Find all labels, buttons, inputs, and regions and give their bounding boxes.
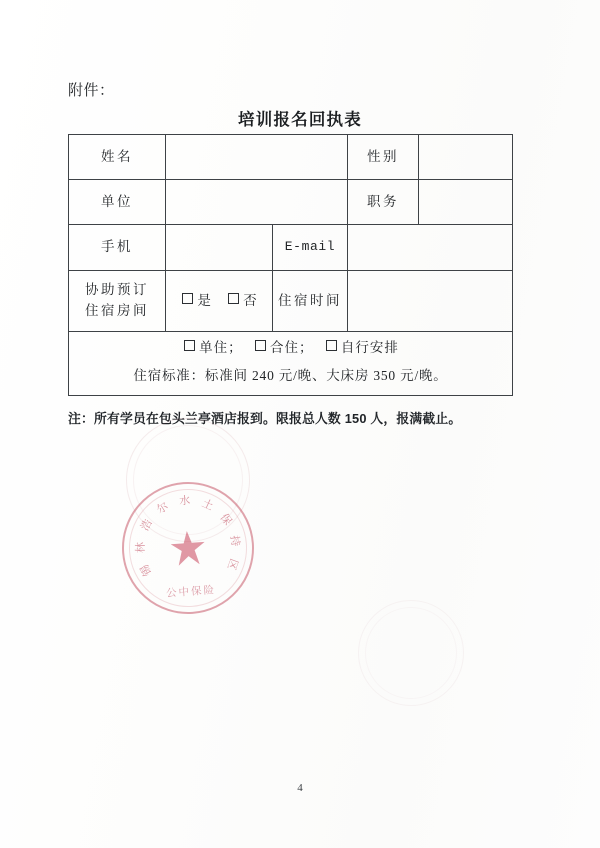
- table-row-organization: [69, 180, 513, 225]
- field-value-email[interactable]: [348, 225, 513, 271]
- checkbox-yes-label: 是: [197, 292, 212, 308]
- field-label-mobile: 手机: [69, 225, 166, 271]
- checkbox-self-arrange-label: 自行安排: [340, 340, 399, 355]
- field-label-lodging-date: 住宿时间: [273, 271, 348, 332]
- seal-arc-char: 林: [134, 542, 148, 554]
- field-value-mobile[interactable]: [166, 225, 273, 271]
- official-red-seal: [118, 478, 259, 619]
- room-type-choices: [79, 338, 502, 359]
- table-row-lodging: [69, 271, 513, 332]
- field-label-name: 姓名: [69, 135, 166, 180]
- field-label-position: 职务: [348, 180, 419, 225]
- checkbox-no-icon[interactable]: [228, 293, 239, 304]
- footnote-text: 注：所有学员在包头兰亭酒店报到。限报总人数 150 人，报满截止。: [68, 411, 462, 426]
- field-label-gender: 性别: [348, 135, 419, 180]
- seal-bottom-text: 公中保险: [165, 584, 217, 600]
- checkbox-single-room-icon[interactable]: [184, 340, 195, 351]
- registration-form-table: [68, 134, 513, 396]
- room-standard-block: [69, 332, 512, 395]
- table-row-room-standard: [69, 332, 513, 396]
- seal-arc-char: 浩: [138, 517, 155, 533]
- field-value-organization[interactable]: [166, 180, 348, 225]
- field-label-email: E-mail: [273, 225, 348, 271]
- assist-booking-choices: [166, 271, 273, 332]
- checkbox-yes-icon[interactable]: [182, 293, 193, 304]
- attachment-label: 附件：: [68, 83, 115, 99]
- page-number: 4: [297, 782, 303, 794]
- field-value-position[interactable]: [419, 180, 513, 225]
- seal-arc-char: 土: [199, 497, 215, 513]
- checkbox-no-label: 否: [243, 292, 258, 308]
- seal-arc-char: 持: [227, 534, 242, 548]
- table-row-name: [69, 135, 513, 180]
- seal-arc-char: 尔: [154, 500, 171, 517]
- seal-arc-char: 水: [178, 494, 191, 508]
- page-title: 培训报名回执表: [238, 111, 362, 129]
- room-standard-cell: [69, 332, 513, 396]
- field-label-assist-booking: [69, 271, 166, 332]
- field-value-lodging-date[interactable]: [348, 271, 513, 332]
- field-label-organization: 单位: [69, 180, 166, 225]
- lodging-standard-text: 住宿标准：标准间 240 元/晚、大床房 350 元/晚。: [133, 367, 448, 383]
- seal-arc-char: 保: [217, 511, 234, 528]
- assist-booking-line2: 住宿房间: [85, 303, 149, 318]
- field-value-name[interactable]: [166, 135, 348, 180]
- field-value-gender[interactable]: [419, 135, 513, 180]
- checkbox-single-room-label: 单住；: [199, 340, 243, 355]
- checkbox-self-arrange-icon[interactable]: [326, 340, 337, 351]
- assist-booking-line1: 协助预订: [85, 282, 149, 298]
- seal-arc-char: 锡: [138, 562, 155, 578]
- seal-arc-char: 区: [224, 556, 240, 572]
- checkbox-shared-room-label: 合住；: [270, 340, 314, 355]
- checkbox-shared-room-icon[interactable]: [255, 340, 266, 351]
- table-row-contact: [69, 225, 513, 271]
